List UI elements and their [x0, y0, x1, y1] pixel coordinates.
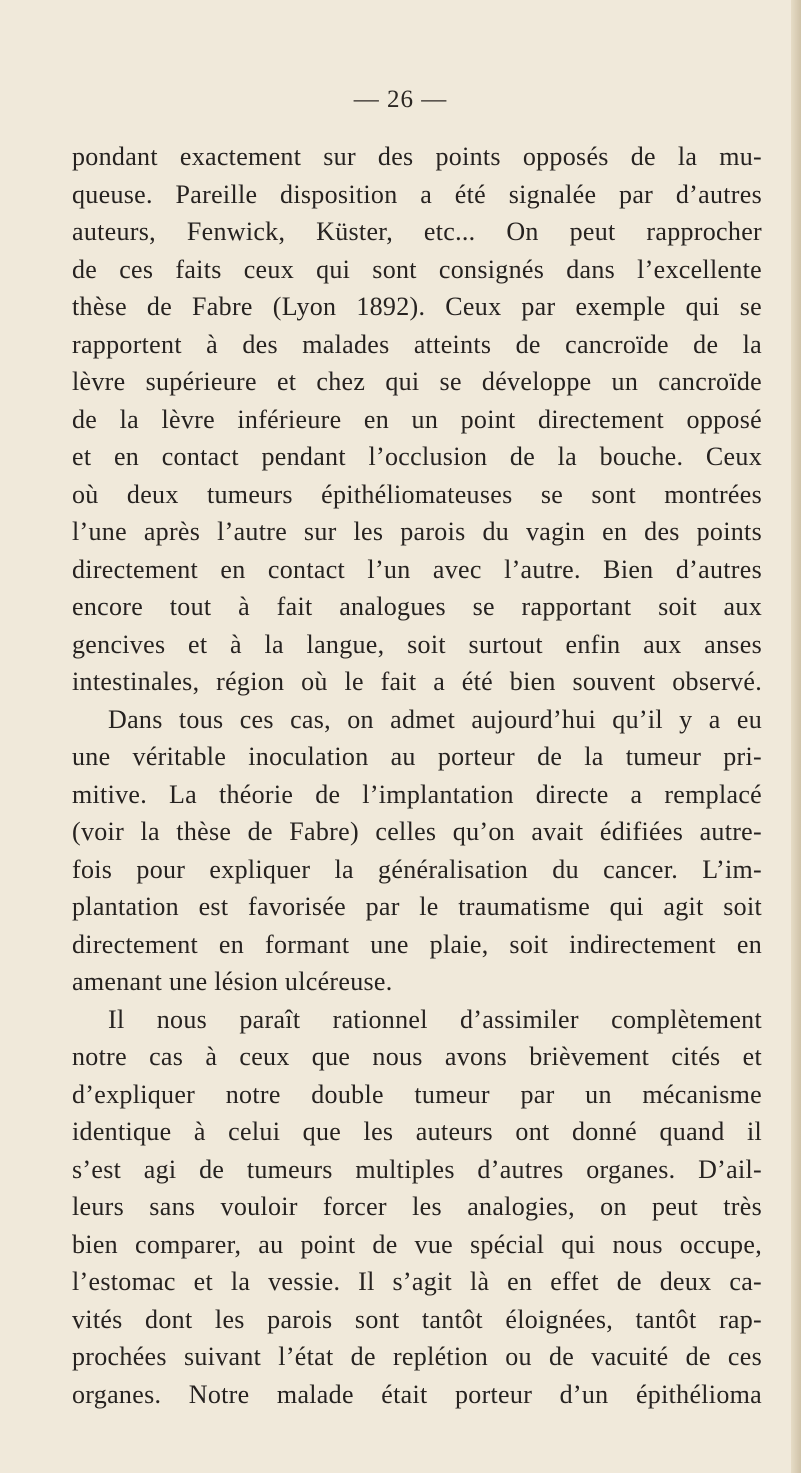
text-line: queuse. Pareille disposition a été signalée par d’autres — [72, 179, 762, 209]
text-line: de ces faits ceux qui sont consignés dans l’excellente — [72, 254, 762, 284]
text-line: l’estomac et la vessie. Il s’agit là en effet de deux ca- — [72, 1267, 762, 1296]
text-line: s’est agi de tumeurs multiples d’autres organes. D’ail- — [72, 1154, 762, 1184]
text-line: de la lèvre inférieure en un point directement opposé — [72, 404, 762, 434]
text-line: vités dont les parois sont tantôt éloignées, tantôt rap- — [72, 1304, 762, 1334]
text-line: et en contact pendant l’occlusion de la bouche. Ceux — [72, 442, 762, 471]
text-line: d’expliquer notre double tumeur par un mécanisme — [72, 1079, 762, 1109]
text-line: prochées suivant l’état de replétion ou de vacuité de ces — [72, 1342, 762, 1371]
text-line: thèse de Fabre (Lyon 1892). Ceux par exemple qui se — [72, 292, 762, 321]
text-line: pondant exactement sur des points opposés de la mu- — [72, 142, 762, 171]
text-line: plantation est favorisée par le traumatisme qui agit soit — [72, 892, 762, 921]
page-number: — 26 — — [353, 86, 448, 113]
page-edge — [791, 0, 801, 1473]
text-line: auteurs, Fenwick, Küster, etc... On peut rapprocher — [72, 217, 762, 246]
text-line: directement en formant une plaie, soit indirectement en — [72, 929, 762, 959]
text-line: lèvre supérieure et chez qui se développe un cancroïde — [72, 367, 762, 396]
paragraph-start-line: Dans tous ces cas, on admet aujourd’hui qu’il y a eu — [108, 704, 762, 734]
text-line: une véritable inoculation au porteur de la tumeur pri- — [72, 742, 762, 771]
text-line: fois pour expliquer la généralisation du cancer. L’im- — [72, 854, 762, 884]
text-line: notre cas à ceux que nous avons brièvement cités et — [72, 1042, 762, 1071]
text-line: encore tout à fait analogues se rapportant soit aux — [72, 592, 762, 621]
paragraph-start-line: Il nous paraît rationnel d’assimiler complètement — [108, 1004, 762, 1034]
text-line: gencives et à la langue, soit surtout enfin aux anses — [72, 629, 762, 659]
text-line: identique à celui que les auteurs ont donné quand il — [72, 1117, 762, 1146]
text-line: mitive. La théorie de l’implantation directe a remplacé — [72, 779, 762, 809]
body-text — [72, 138, 762, 1413]
paragraph-end-line: amenant une lésion ulcéreuse. — [72, 967, 393, 996]
text-line: (voir la thèse de Fabre) celles qu’on avait édifiées autre- — [72, 817, 762, 846]
text-line: organes. Notre malade était porteur d’un épithélioma — [72, 1379, 762, 1409]
text-line: intestinales, région où le fait a été bien souvent observé. — [72, 667, 762, 696]
text-line: leurs sans vouloir forcer les analogies, on peut très — [72, 1192, 762, 1221]
text-line: l’une après l’autre sur les parois du vagin en des points — [72, 517, 762, 546]
text-line: où deux tumeurs épithéliomateuses se sont montrées — [72, 479, 762, 509]
text-line: bien comparer, au point de vue spécial qui nous occupe, — [72, 1229, 762, 1259]
text-line: rapportent à des malades atteints de cancroïde de la — [72, 329, 762, 359]
text-line: directement en contact l’un avec l’autre. Bien d’autres — [72, 554, 762, 584]
